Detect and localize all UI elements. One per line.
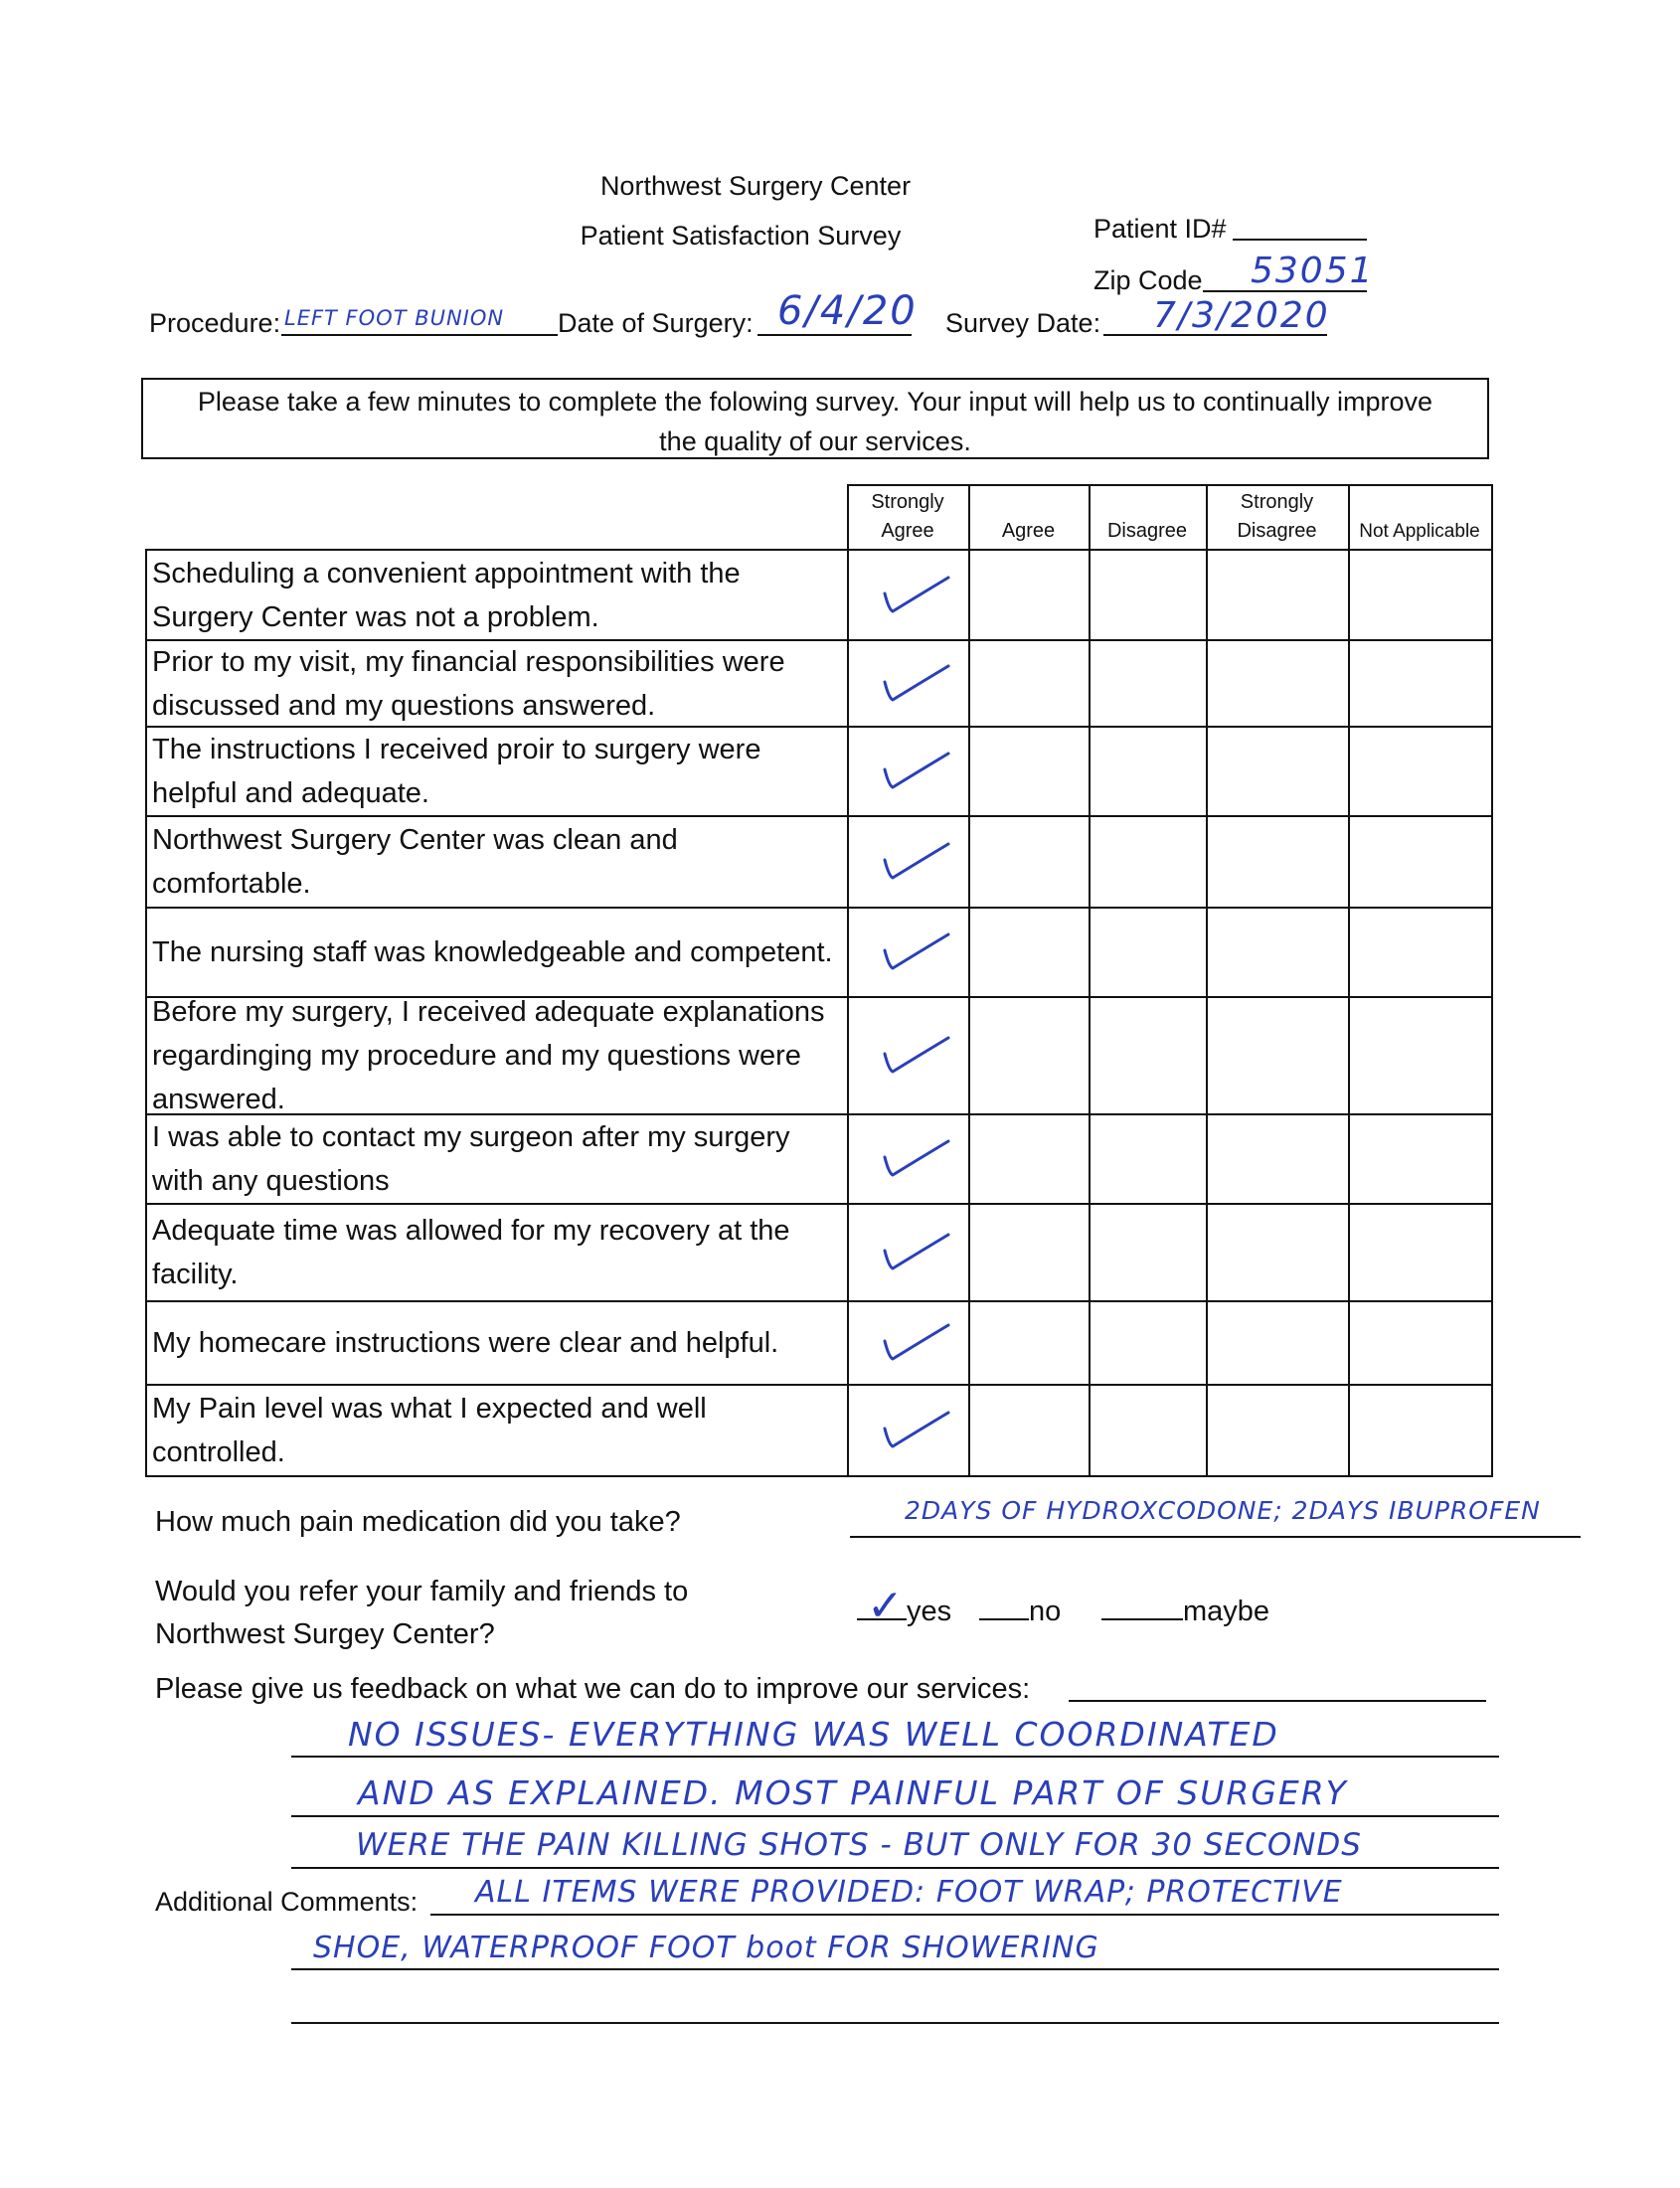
zip-label: Zip Code: [1093, 265, 1203, 295]
check-stroke: [885, 1038, 948, 1072]
rating-cell[interactable]: [1208, 728, 1348, 815]
pain-med-answer: 2DAYS OF HYDROXCODONE; 2DAYS IBUPROFEN: [905, 1496, 1541, 1525]
rating-cell[interactable]: [1091, 1302, 1206, 1384]
rating-cell[interactable]: [1208, 1205, 1348, 1300]
referral-question-line-1: Would you refer your family and friends to: [155, 1576, 689, 1607]
survey-question: [147, 817, 843, 907]
rating-cell[interactable]: [849, 551, 968, 639]
feedback-text-2: AND AS EXPLAINED. MOST PAINFUL PART OF SURGERY: [358, 1773, 1348, 1812]
survey-question-text: My Pain level was what I expected and well controlled.: [152, 1393, 707, 1468]
intro-box: [141, 378, 1489, 459]
rating-cell[interactable]: [970, 1302, 1089, 1384]
check-mark: [879, 748, 958, 797]
yes-check-mark: ✓: [867, 1581, 906, 1631]
check-stroke: [885, 1141, 948, 1175]
rating-cell[interactable]: [1091, 641, 1206, 726]
feedback-text-3: WERE THE PAIN KILLING SHOTS - BUT ONLY FOR 30 SECONDS: [356, 1827, 1362, 1863]
rating-cell[interactable]: [970, 1205, 1089, 1300]
maybe-blank: [1101, 1617, 1183, 1620]
rating-cell[interactable]: [1091, 1386, 1206, 1475]
procedure-value: LEFT FOOT BUNION: [284, 306, 505, 330]
check-stroke: [885, 666, 948, 700]
rating-cell[interactable]: [1091, 1115, 1206, 1203]
rating-cell[interactable]: [970, 728, 1089, 815]
intro-line-2: the quality of our services.: [659, 426, 971, 456]
referral-question-line-2: Northwest Surgey Center?: [155, 1618, 495, 1650]
survey-question: [147, 641, 843, 726]
row-border: [145, 1475, 1493, 1477]
rating-column-header: [847, 484, 968, 549]
pain-med-field[interactable]: [850, 1536, 1581, 1538]
patient-id-field[interactable]: [1233, 239, 1367, 241]
yes-label: yes: [907, 1596, 952, 1627]
check-mark: [879, 660, 958, 710]
check-stroke: [885, 754, 948, 787]
header-col-divider: [1491, 484, 1493, 549]
survey-title: Patient Satisfaction Survey: [580, 221, 902, 251]
feedback-line-3[interactable]: [291, 1867, 1499, 1869]
rating-cell[interactable]: [849, 728, 968, 815]
surgery-date-label: Date of Surgery:: [558, 308, 754, 338]
check-mark: [879, 838, 958, 888]
rating-cell[interactable]: [1208, 1386, 1348, 1475]
rating-column-line-2: Disagree: [1106, 519, 1188, 542]
rating-cell[interactable]: [849, 909, 968, 996]
check-mark: [879, 1135, 958, 1185]
comments-line-1[interactable]: [430, 1914, 1499, 1916]
feedback-label: Please give us feedback on what we can do to improve our services:: [155, 1673, 1031, 1705]
rating-column-header: [1348, 484, 1491, 549]
patient-id-label: Patient ID#: [1093, 214, 1227, 244]
survey-question-text: The nursing staff was knowledgeable and competent.: [152, 936, 833, 968]
rating-cell[interactable]: [1350, 551, 1491, 639]
survey-question-text: The instructions I received proir to surgery were helpful and adequate.: [152, 734, 761, 809]
rating-column-header: [968, 484, 1089, 549]
survey-question: [147, 1386, 843, 1475]
rating-cell[interactable]: [1091, 998, 1206, 1113]
rating-column-header: [1206, 484, 1348, 549]
table-col-divider: [1491, 549, 1493, 1477]
comments-text-1: ALL ITEMS WERE PROVIDED: FOOT WRAP; PROTECTIVE: [475, 1875, 1343, 1910]
rating-cell[interactable]: [1208, 551, 1348, 639]
rating-cell[interactable]: [1208, 817, 1348, 907]
check-stroke: [885, 578, 948, 611]
check-stroke: [885, 844, 948, 878]
survey-date-label: Survey Date:: [945, 308, 1101, 338]
intro-line-1: Please take a few minutes to complete the folowing survey. Your input will help us to continually improve: [197, 387, 1433, 417]
org-name: Northwest Surgery Center: [599, 171, 912, 201]
check-mark: [879, 1319, 958, 1369]
rating-column-line-1: [1107, 488, 1187, 517]
no-label: no: [1029, 1596, 1062, 1627]
rating-cell[interactable]: [1208, 641, 1348, 726]
survey-question: [147, 998, 843, 1113]
comments-label: Additional Comments:: [155, 1887, 419, 1917]
check-stroke: [885, 1325, 948, 1359]
rating-cell[interactable]: [1350, 817, 1491, 907]
pain-med-question: How much pain medication did you take?: [155, 1506, 681, 1538]
rating-cell[interactable]: [1208, 909, 1348, 996]
check-mark: [879, 928, 958, 978]
rating-cell[interactable]: [849, 641, 968, 726]
maybe-label: maybe: [1183, 1596, 1270, 1627]
check-mark: [879, 1229, 958, 1278]
procedure-field[interactable]: [281, 334, 558, 336]
rating-cell[interactable]: [970, 1386, 1089, 1475]
survey-question-text: Scheduling a convenient appointment with the Surgery Center was not a problem.: [152, 557, 741, 633]
check-mark: [879, 572, 958, 621]
rating-cell[interactable]: [849, 998, 968, 1113]
referral-option-maybe[interactable]: [1101, 1596, 1269, 1628]
no-blank: [979, 1617, 1029, 1620]
survey-question: [147, 909, 843, 996]
survey-question-text: Adequate time was allowed for my recovery at the facility.: [152, 1215, 790, 1290]
rating-cell[interactable]: [1208, 998, 1348, 1113]
rating-column-line-2: Agree: [1001, 519, 1056, 542]
rating-cell[interactable]: [970, 817, 1089, 907]
rating-cell[interactable]: [849, 1205, 968, 1300]
rating-cell[interactable]: [1350, 998, 1491, 1113]
rating-cell[interactable]: [1208, 1115, 1348, 1203]
survey-question: [147, 728, 843, 815]
rating-cell[interactable]: [849, 1386, 968, 1475]
rating-cell[interactable]: [1091, 551, 1206, 639]
referral-option-no[interactable]: [979, 1596, 1061, 1628]
feedback-line-1[interactable]: [291, 1756, 1499, 1758]
check-stroke: [885, 934, 948, 968]
rating-cell[interactable]: [1350, 1205, 1491, 1300]
rating-cell[interactable]: [1091, 728, 1206, 815]
surgery-date-field[interactable]: [757, 334, 912, 336]
comments-line-2[interactable]: [291, 1968, 1499, 1970]
rating-column-line-1: [1002, 488, 1055, 517]
survey-question-text: Northwest Surgery Center was clean and comfortable.: [152, 824, 678, 900]
rating-cell[interactable]: [970, 998, 1089, 1113]
rating-column-line-2: Agree: [881, 519, 934, 542]
rating-cell[interactable]: [1350, 728, 1491, 815]
survey-date-value: 7/3/2020: [1153, 295, 1330, 336]
survey-question-text: My homecare instructions were clear and helpful.: [152, 1327, 779, 1359]
rating-cell[interactable]: [970, 641, 1089, 726]
zip-value: 53051: [1251, 251, 1375, 291]
rating-cell[interactable]: [1208, 1302, 1348, 1384]
rating-column-line-2: Disagree: [1237, 519, 1317, 542]
rating-cell[interactable]: [849, 1115, 968, 1203]
check-mark: [879, 1032, 958, 1082]
feedback-line-2[interactable]: [291, 1815, 1499, 1817]
rating-cell[interactable]: [1091, 1205, 1206, 1300]
survey-question-text: Prior to my visit, my financial responsibilities were discussed and my questions answered.: [152, 645, 785, 722]
comments-text-2: SHOE, WATERPROOF FOOT boot FOR SHOWERING: [313, 1931, 1099, 1965]
survey-question-text: I was able to contact my surgeon after my surgery with any questions: [152, 1121, 790, 1197]
rating-cell[interactable]: [1091, 909, 1206, 996]
rating-cell[interactable]: [970, 909, 1089, 996]
rating-cell[interactable]: [1091, 817, 1206, 907]
survey-question: [147, 1205, 843, 1300]
surgery-date-value: 6/4/20: [777, 288, 918, 334]
rating-cell[interactable]: [970, 551, 1089, 639]
feedback-text-1: NO ISSUES- EVERYTHING WAS WELL COORDINATED: [348, 1715, 1279, 1754]
rating-column-line-1: Strongly: [1240, 490, 1314, 513]
comments-line-3[interactable]: [291, 2022, 1499, 2024]
rating-column-header: [1089, 484, 1206, 549]
rating-cell[interactable]: [1350, 909, 1491, 996]
rating-cell[interactable]: [1350, 1302, 1491, 1384]
check-stroke: [885, 1413, 948, 1446]
rating-column-line-2: Not Applicable: [1359, 520, 1480, 542]
check-mark: [879, 1407, 958, 1456]
rating-cell[interactable]: [849, 817, 968, 907]
survey-question: [147, 551, 843, 639]
feedback-label-line[interactable]: [1069, 1700, 1486, 1702]
rating-cell[interactable]: [849, 1302, 968, 1384]
rating-cell[interactable]: [1350, 641, 1491, 726]
rating-column-line-1: Strongly: [871, 490, 944, 513]
procedure-label: Procedure:: [149, 308, 281, 338]
survey-question: [147, 1115, 843, 1203]
rating-cell[interactable]: [1350, 1115, 1491, 1203]
survey-question: [147, 1302, 843, 1384]
check-stroke: [885, 1235, 948, 1268]
rating-cell[interactable]: [1350, 1386, 1491, 1475]
rating-cell[interactable]: [970, 1115, 1089, 1203]
rating-column-line-1: [1359, 488, 1479, 517]
survey-question-text: Before my surgery, I received adequate explanations regardinging my procedure and my questions were answered.: [152, 996, 825, 1115]
